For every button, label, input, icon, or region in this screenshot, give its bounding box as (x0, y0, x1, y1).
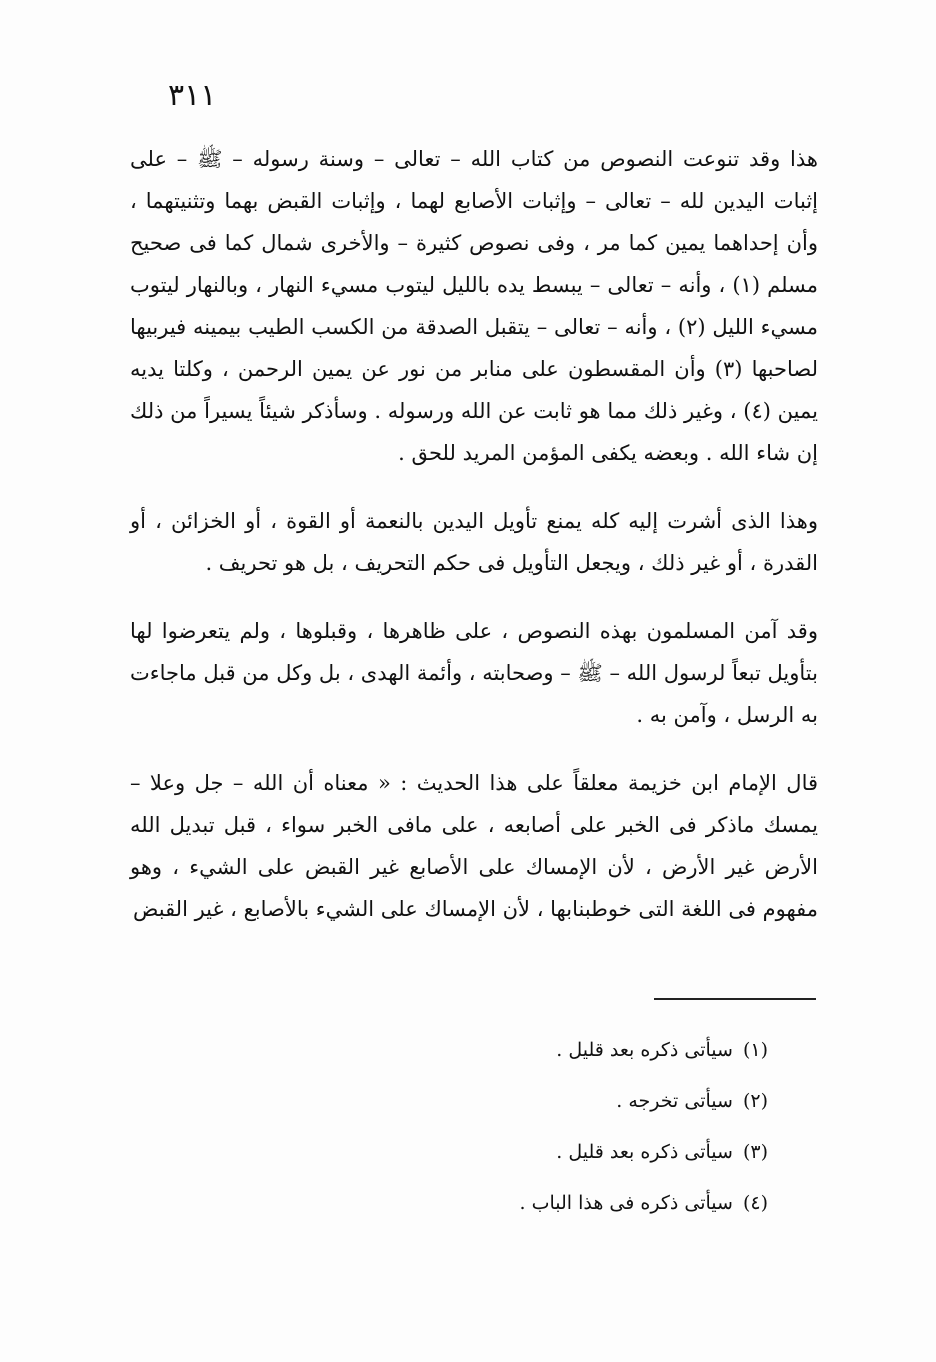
footnote-text: سيأتى ذكره بعد قليل . (556, 1141, 733, 1163)
footnote-3 (380, 1132, 768, 1172)
footnote-number: (٢) (742, 1090, 768, 1112)
paragraph-2: وهذا الذى أشرت إليه كله يمنع تأويل اليدين بالنعمة أو القوة ، أو الخزائن ، أو القدرة ، أو غير ذلك ، ويجعل التأويل فى حكم التحريف ، بل هو تحريف . (130, 509, 818, 575)
footnote-2 (380, 1081, 768, 1121)
footnote-4 (380, 1183, 768, 1223)
footnote-number: (١) (742, 1039, 768, 1061)
footnote-text: سيأتى ذكره بعد قليل . (556, 1039, 733, 1061)
footnote-divider (654, 998, 816, 1000)
paragraph-1: هذا وقد تنوعت النصوص من كتاب الله – تعالى – وسنة رسوله – ﷺ – على إثبات اليدين لله – تعالى – وإثبات الأصابع لهما ، وإثبات القبض بهما وتثنيتهما ، وأن إحداهما يمين كما مر ، وفى نصوص كثيرة – والأخرى شمال كما فى صحيح مسلم (١) ، وأنه – تعالى – يبسط يده بالليل ليتوب مسيء النهار ، وبالنهار ليتوب مسيء الليل (٢) ، وأنه – تعالى – يتقبل الصدقة من الكسب الطيب بيمينه فيربيها لصاحبها (٣) وأن المقسطون على منابر من نور عن يمين الرحمن ، وكلتا يديه يمين (٤) ، وغير ذلك مما هو ثابت عن الله ورسوله . وسأذكر شيئاً يسيراً من ذلك إن شاء الله . وبعضه يكفى المؤمن المريد للحق . (130, 147, 819, 465)
footnote-1 (380, 1030, 768, 1070)
footnote-text: سيأتى تخرجه . (616, 1090, 733, 1112)
paragraph-3: وقد آمن المسلمون بهذه النصوص ، على ظاهرها ، وقبلوها ، ولم يتعرضوا لها بتأويل تبعاً لرسول الله – ﷺ – وصحابته ، وأئمة الهدى ، بل وكل من قبل ماجاءت به الرسل ، وآمن به . (130, 619, 818, 727)
paragraph-4: قال الإمام ابن خزيمة معلقاً على هذا الحديث : « معناه أن الله – جل وعلا – يمسك ماذكر فى الخبر على أصابعه ، على مافى الخبر سواء ، قبل تبديل الله الأرض غير الأرض ، لأن الإمساك على الأصابع غير القبض على الشيء ، وهو مفهوم فى اللغة التى خوطبنابها ، لأن الإمساك على الشيء بالأصابع ، غير القبض (130, 771, 818, 921)
footnote-number: (٤) (742, 1192, 768, 1214)
footnote-text: سيأتى ذكره فى هذا الباب . (519, 1192, 733, 1214)
main-text (130, 138, 818, 956)
page-number: ٣١١ (168, 78, 217, 113)
footnotes (380, 1030, 768, 1234)
footnote-number: (٣) (742, 1141, 768, 1163)
